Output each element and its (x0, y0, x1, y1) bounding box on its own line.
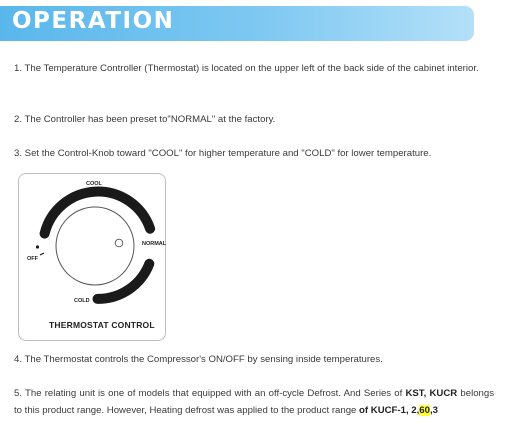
p5-highlight: 60 (419, 405, 430, 416)
off-label: OFF (27, 256, 38, 262)
normal-label: NORMAL (142, 241, 167, 247)
p5-end: ,3 (429, 405, 438, 416)
section-title: OPERATION (12, 8, 175, 34)
p5-kucf: of KUCF-1, 2, (359, 405, 420, 416)
cool-label: COOL (86, 181, 102, 187)
instruction-paragraph-5 (14, 385, 494, 419)
thermostat-control-caption: THERMOSTAT CONTROL (49, 320, 155, 330)
p5-kucr: KUCR (429, 388, 458, 399)
thermostat-dial-graphic (19, 174, 167, 342)
p5-text-c: belongs to this product range. However, Heating defrost was applied to the product range (14, 388, 494, 416)
p5-text-a: 5. The relating unit is one of models that equipped with an off-cycle Defrost. And Series of (14, 388, 406, 399)
instruction-paragraph-4: 4. The Thermostat controls the Compressor's ON/OFF by sensing inside temperatures. (14, 354, 383, 365)
thermostat-control-diagram (18, 173, 166, 341)
control-knob (56, 207, 134, 285)
cold-label: COLD (74, 298, 90, 304)
knob-indicator (115, 239, 123, 247)
instruction-paragraph-1: 1. The Temperature Controller (Thermostat) is located on the upper left of the back side of the cabinet interior. (14, 63, 479, 74)
off-position-dot (36, 245, 39, 248)
instruction-paragraph-2: 2. The Controller has been preset to"NORMAL" at the factory. (14, 114, 276, 125)
off-tick-mark (40, 253, 44, 255)
section-header-banner (0, 6, 474, 41)
instruction-paragraph-3: 3. Set the Control-Knob toward "COOL" for higher temperature and "COLD" for lower temperature. (14, 148, 432, 159)
p5-kst: KST, (405, 388, 427, 399)
